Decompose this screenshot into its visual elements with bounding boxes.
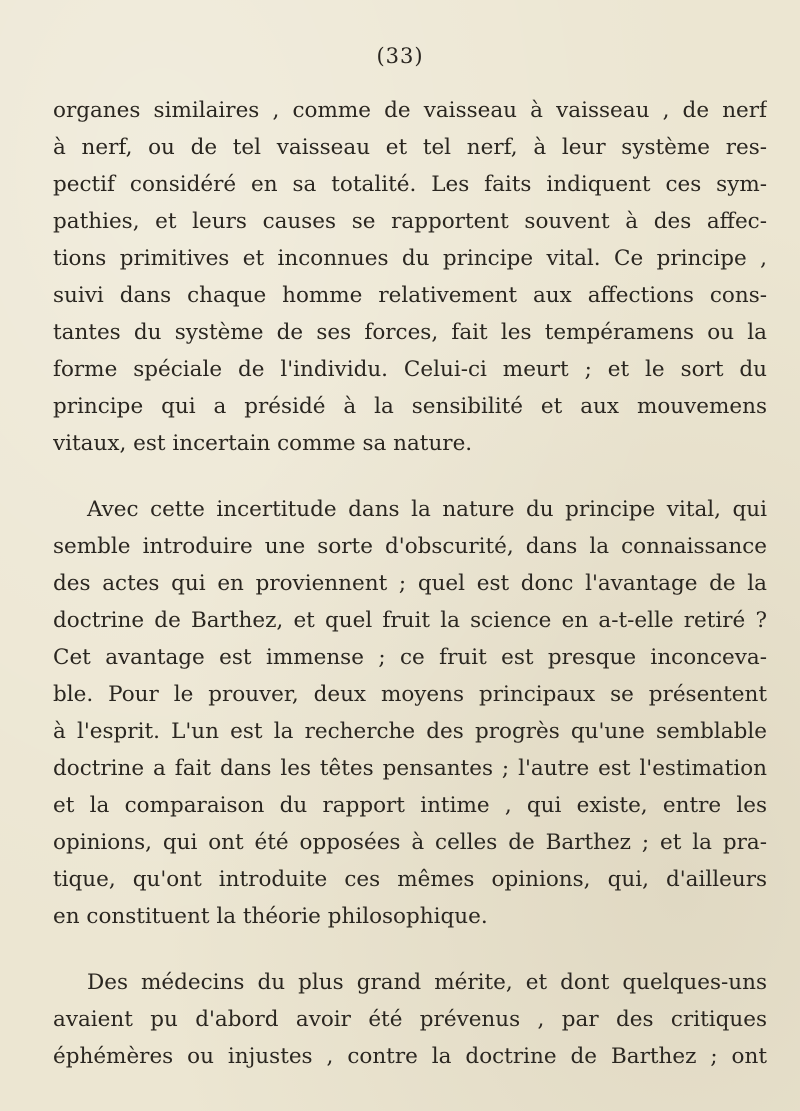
text-line: éphémères ou injustes , contre la doctrine de Barthez ; ont [53, 1044, 767, 1069]
text-line: avaient pu d'abord avoir été prévenus , par des critiques [53, 1007, 767, 1032]
text-line: principe qui a présidé à la sensibilité et aux mouvemens [53, 394, 767, 419]
text-line: tions primitives et inconnues du principe vital. Ce principe , [53, 246, 767, 271]
text-line: Cet avantage est immense ; ce fruit est presque inconceva- [53, 645, 767, 670]
paragraph-gap [53, 935, 767, 964]
text-line: pathies, et leurs causes se rapportent souvent à des affec- [53, 209, 767, 234]
text-line: à l'esprit. L'un est la recherche des progrès qu'une semblable [53, 719, 767, 744]
text-line: forme spéciale de l'individu. Celui-ci meurt ; et le sort du [53, 357, 767, 382]
text-line: suivi dans chaque homme relativement aux affections cons- [53, 283, 767, 308]
text-line: doctrine de Barthez, et quel fruit la science en a-t-elle retiré ? [53, 608, 767, 633]
text-line: opinions, qui ont été opposées à celles de Barthez ; et la pra- [53, 830, 767, 855]
text-line: pectif considéré en sa totalité. Les faits indiquent ces sym- [53, 172, 767, 197]
paragraph-2 [53, 491, 767, 935]
paragraph-3 [53, 964, 767, 1075]
paragraph-1 [53, 92, 767, 462]
body-text [53, 92, 767, 1075]
text-line: en constituent la théorie philosophique. [53, 904, 488, 929]
text-line: et la comparaison du rapport intime , qui existe, entre les [53, 793, 767, 818]
text-line: à nerf, ou de tel vaisseau et tel nerf, à leur système res- [53, 135, 767, 160]
text-line: ble. Pour le prouver, deux moyens principaux se présentent [53, 682, 767, 707]
text-line: Des médecins du plus grand mérite, et dont quelques-uns [87, 970, 767, 995]
text-line: tique, qu'ont introduite ces mêmes opinions, qui, d'ailleurs [53, 867, 767, 892]
paragraph-gap [53, 462, 767, 491]
text-line: doctrine a fait dans les têtes pensantes ; l'autre est l'estimation [53, 756, 767, 781]
text-line: tantes du système de ses forces, fait les tempéramens ou la [53, 320, 767, 345]
text-line: des actes qui en proviennent ; quel est donc l'avantage de la [53, 571, 767, 596]
page-number: (33) [376, 44, 424, 68]
text-line: semble introduire une sorte d'obscurité, dans la connaissance [53, 534, 767, 559]
text-line: Avec cette incertitude dans la nature du principe vital, qui [87, 497, 767, 522]
text-line: organes similaires , comme de vaisseau à vaisseau , de nerf [53, 98, 767, 123]
text-line: vitaux, est incertain comme sa nature. [53, 431, 473, 456]
